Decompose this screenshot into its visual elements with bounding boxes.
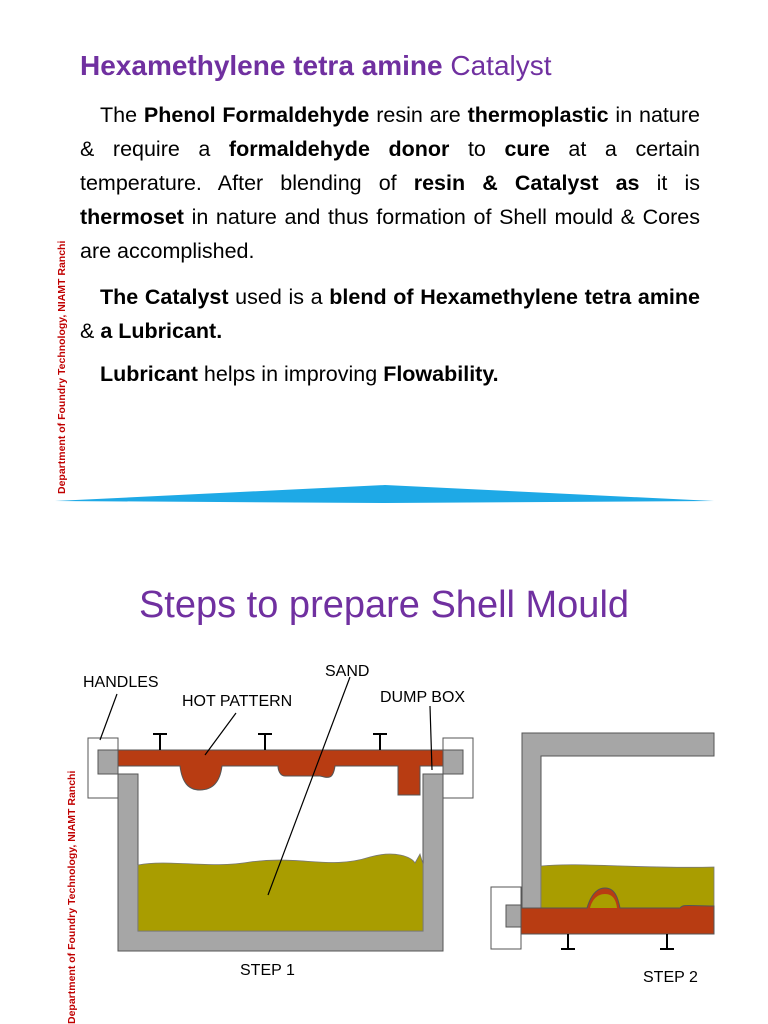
side-department-label: Department of Foundry Technology, NIAMT Ranchi	[66, 770, 78, 1024]
step2-figure	[491, 733, 714, 986]
step1-figure	[83, 663, 473, 979]
side-department-label: Department of Foundry Technology, NIAMT Ranchi	[56, 240, 68, 494]
label-handles: HANDLES	[83, 674, 159, 691]
bold-text-run: Flowability.	[383, 362, 499, 386]
title-normal-part: Catalyst	[442, 50, 552, 81]
slide-shell-mould-steps	[0, 512, 768, 1024]
handle-step2-inner	[506, 905, 521, 927]
text-run: resin are	[369, 103, 468, 127]
bold-text-run: thermoset	[80, 205, 184, 229]
bold-text-run: resin & Catalyst as	[413, 171, 640, 195]
label-sand: SAND	[325, 663, 370, 680]
sand-layer	[138, 854, 423, 931]
text-run: to	[449, 137, 505, 161]
pattern-pins	[153, 734, 387, 750]
bold-text-run: blend of Hexamethylene tetra amine	[329, 285, 700, 309]
title-bold-part: Hexamethylene tetra amine	[80, 50, 443, 81]
bold-text-run: cure	[504, 137, 550, 161]
handle-right-inner	[443, 750, 463, 774]
label-step1: STEP 1	[240, 962, 295, 979]
text-run: in nature & require a	[80, 103, 700, 161]
text-run: &	[80, 319, 101, 343]
label-dump-box: DUMP BOX	[380, 689, 466, 706]
shell-mould-diagram	[0, 512, 768, 1024]
text-run: helps in improving	[197, 362, 384, 386]
bold-text-run: thermoplastic	[467, 103, 609, 127]
text-run: it is	[639, 171, 700, 195]
bold-text-run: Lubricant	[100, 362, 198, 386]
handle-left-inner	[98, 750, 118, 774]
text-run: The	[100, 103, 144, 127]
text-run: in nature and thus formation of Shell mould & Cores are accomplished.	[80, 205, 700, 263]
hot-pattern	[100, 750, 458, 795]
bold-text-run: a Lubricant.	[100, 319, 223, 343]
text-run: used is a	[228, 285, 330, 309]
sand-layer-step2	[541, 865, 714, 908]
bold-text-run: The Catalyst	[100, 285, 229, 309]
divider-wedge	[55, 485, 714, 503]
pattern-pins-step2	[561, 934, 674, 949]
label-step2: STEP 2	[643, 969, 698, 986]
label-hot-pattern: HOT PATTERN	[182, 693, 293, 710]
slide-title: Steps to prepare Shell Mould	[138, 584, 630, 626]
text-run: at a certain temperature. After blending of	[80, 137, 700, 195]
bold-text-run: Phenol Formaldehyde	[143, 103, 370, 127]
bold-text-run: formaldehyde donor	[228, 137, 450, 161]
